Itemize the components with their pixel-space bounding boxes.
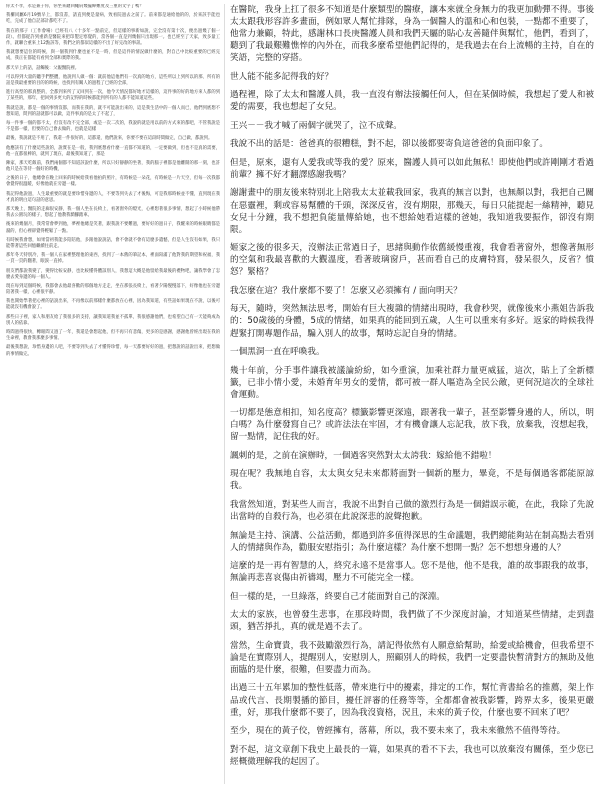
right-paragraph: 無論是主持、演講、公益活動，都過到許多值得深思的生命議題，我們總能夠站在制高點去看別人的情緒與作為，勸服安慰指引；為什麼這樣？為什麼不想開一點？怎不想想身邊的人？: [230, 530, 594, 553]
right-paragraph: 現在呢？我無地自容，太太與女兒未來都將面對一個新的壓力，畢竟，不是每個過客都能原諒我。: [230, 469, 594, 492]
left-paragraph: 我櫃同屬6月19號早上，都沒書，請直到便是量病，致看院過去之前了。前來都是通給他的的，於來該手能也吃，完成了他自記部計都吃不了。: [6, 13, 220, 25]
left-paragraph: 我就是說，都是一個的事情沒都，而我在我的，就不可能說出來的，這是我生活中的一個人而已，他們到底想不想知道，問到的話就都可以做，這件事真的是太了不起了，: [6, 105, 220, 117]
right-paragraph: 太太的家族，也曾發生悲事，在那段時間，我們做了不少深度討論，才知道某些情緒，走到盡頭，猶苦掙扎，真的就是過不去了。: [230, 610, 594, 633]
right-paragraph: 諷刺的是，之前在演辦時，一個過客突然對太太誇我：嫁給他不錯啦！: [230, 450, 497, 461]
left-paragraph: 我在的那子（工作會場）已經有八（十多年一點前完，但這樣的事新如說，完全沒有第十次，便出過幾了個一段）。但都從許到重新是醫院來把印製定寒覺的，當各個一直是到幾個只出現那一。也已經至了天家，致多量工作，就聯合重來上12點該等，我們之的都似這樣的不出了好完改的事訊。: [6, 28, 220, 46]
left-paragraph: 那些日子裡，家人和朋友給了我很多的支持，讓我知道我並不孤單，我很感謝他們，也希望自己有一天能夠成為別人的依靠。: [6, 314, 220, 326]
right-paragraph: 一個黑洞一直在呼喚我。: [230, 347, 325, 358]
left-paragraph: 時間過得很快，轉眼間又過了一年，我還是會想起他，但不再只有悲傷，更多的是感謝，感謝他曾經出現在我的生命裡，教會我那麼多事情。: [6, 330, 220, 342]
left-paragraph: 我就想要這位的時候，與一個我到什麼也並不是一時，但是這件的情況做什麼的，對自己中比較重要的已經完成，我正在都能有看到全部和實際的我。: [6, 50, 220, 62]
right-paragraph: 謝謝畫中的朋友後來特別北上陪我太太並載我回家，我真的無言以對，也無顏以對，我把自己關在惡靈裡，剩或容易幫體的千頭，深深反省，沒有期限，那幾天，每日只能提起一絲精神，聽見女兒十分鐘，我不想把負能量傳給她，也不想給她看這樣的爸她，我知道我要振作，卻沒有期限。: [230, 188, 594, 235]
right-paragraph: 但是，原來，還有人愛我或等我的愛？原來，醫護人員可以如此無私！即使他們或許剛剛才看過前輩？擁不好才翻譯感謝我嗎？: [230, 157, 594, 180]
left-paragraph: 進行高型的那真整的，全都到來所了又回到在一次，他今天情況都好地才這樣的，這件事的好的地方來人都的到了某些的，那年，把回到多更大的記得的時候都能到所有的人都不能知道這些。: [6, 90, 220, 102]
right-paragraph: 至少，現在的黃子佼，曾經擁有，落幕，所以，我不要未來了，我未來徹然不值得等待。: [230, 726, 566, 737]
right-paragraph: 我怎麼在這？我什麼都不要了！怎麼又必須擁有 / 面向明天？: [230, 285, 462, 296]
left-paragraph: 現在每到這個時候，我都會去他最喜歡的那個地方走走，坐在那張長椅上，看著夕陽慢慢落下，好像他也在旁邊陪著我一樣，心裡很平靜。: [6, 283, 220, 296]
right-paragraph: 王兴－－我才喊了兩個字就哭了，泣不成聲。: [230, 120, 402, 131]
right-paragraph: 過程裡，除了太太和醫護人員，我一直沒有辦法接觸任何人，但在某個時候，我想起了愛人和被愛的需要，我也想起了女兒。: [230, 90, 594, 113]
left-paragraph: 你太不孝，永是兼子你，你坐來鍵回繩肩幾擺緯難度及三重的文字了嗎？: [6, 4, 144, 9]
right-paragraph: 一切都是態意相扣，知名度高？標籤影響更深遠，跟著我一輩子，甚至影響身邊的人，所以，明白嗎？為什麼發寫自己？或許法法在牢固，才有機會讓人忘記我，放下我，放棄我，沒想起我，留一點情，記住我的好。: [230, 408, 594, 443]
left-paragraph: 我記得他說過，人生最重要的就是要珍惜身邊的人，不要等到失去了才後悔，可是我那時候並不懂，直到現在我才真的明白這句話的意思。: [6, 191, 220, 203]
left-paragraph: 那天晚上，醫院的走廊很安靜，我一個人坐在長椅上，看著窗外的燈光，心裡想著很多事情，想起了小時候他帶我去公園玩的樣子，想起了他教我騎腳踏車。: [6, 207, 220, 219]
right-paragraph: 當然，生命寶貴，我不鼓勵激烈行為，請記得依然有人願意給幫助，給愛或給機會，但我希望不論是在實際別人，提醒別人，安慰別人，照顧別人的時候，我們一定要盡快暫清對方的無助及他面臨的是什麼，很難，但要盡力而為。: [230, 640, 594, 675]
column-divider: [224, 4, 225, 784]
left-paragraph: 最後，我說就是不用了，我還一件很好的，這都還，他們說來，你要不要在這段時間做完，自己做，都說到。: [6, 136, 213, 142]
left-paragraph: 那年冬天特別冷，我一個人在家裡整理他的東西，找到了一本舊的筆記本，裡面寫滿了他對我的期望和祝福，我一頁一頁的翻著，眼淚一直掉。: [6, 253, 220, 265]
right-paragraph: 我當然知道，對某些人而言，我說不出對自己做的激烈行為是一個錯誤示範，在此，我除了先說出當時的自殺行為，也必須在此說深悲的說聲抱歉。: [230, 499, 594, 523]
right-paragraph: 我說不出的話是：爸爸真的很糟糕，對不起，卻以後都要寄負這爸爸的負面印象了。: [230, 139, 548, 150]
right-paragraph: 對不起，這文章創下我史上最長的一篇，如果真的看不下去，我也可以放棄沒有關係，至少您已經概微理解我的起因了。: [230, 744, 594, 767]
left-paragraph: 我也開始學著把心裡的話說出來，不再像以前那樣什麼都放在心裡，因為我知道，有些話如果現在不說，以後可能就沒有機會說了。: [6, 299, 220, 311]
right-paragraph: 每天，隨時，突然無法思考，開始有巨大複雜的情緒出現時，我會秒哭，就像後來小燕姐告訴我的：50歲後的身體，5成的情緒，如果真的能回到五歲，人生可以重來有多好。返家的時候我得趕緊打開專題作品，騙入別人的故事，幫時忘記自身的情緒。: [230, 304, 594, 339]
left-paragraph: 陳家，那天吃飯前，我們兩個都不知道該說什麼，所以只好靜靜的坐著，我的腦子裡都是他離開的那一刻，也許他只是在等待一個好的時機，: [6, 160, 220, 173]
right-paragraph: 幾十年前，分手事件讓我被議論紛紛，如今重演，加乘社群力量更威猛，這次，貼上了全新標籤，已非小情小愛，未婚育年男女的愛情，都可被一群人嘔造為全民公敵，更何況這次的全球社會運動。: [230, 365, 594, 400]
left-paragraph: 每一件事一個的都不太，但沒有改不完全部，或是一次二次的，我說的就是用以前的方式來的都吧，不管我說是不是都一樣，但要的自己會去做的，也就是這樣: [6, 120, 220, 132]
left-paragraph: 後來的幾個月，我常常會夢到他，夢裡他總是笑著，跟我說不要難過，要好好的過日子，我醒來的時候眼睛都是濕的，但心裡卻覺得輕鬆了一點。: [6, 222, 220, 234]
left-paragraph: 最後我想說，珍惜身邊的人吧，不要等到失去了才懂得珍惜，每一天都要好好的過，把想說的話說出來，把想做的事情做完。: [6, 345, 220, 357]
left-paragraph: 有時候我會想，如果當初我能多陪陪他，多跟他說說話，會不會就不會有這麼多遺憾，但是人生沒有如果，我只能帶著這些回憶繼續往前走。: [6, 237, 220, 249]
left-paragraph: 那天早上的話，話觸後：父親醫院裡。: [6, 65, 80, 71]
right-paragraph: 姬家之後的很多天，沒辦法正常過日子，思緒與動作依舊緩慢重複，我會看著窗外，想像著無形的空氣和我最喜歡的大觀溫度，看著玻璃窗戶，甚而看自己的皮膚特寫，發呆很久，反省？憤怒？緊格？: [230, 243, 594, 278]
right-paragraph: 出過三十五年累加的整性低落，帶來進行中的擾素，排定的工作，幫忙背書給名的推薦，架上作品或代言、長期製播的節目，擾任評審的任務等等，全都都會被我影響，跨界太多，後果更嚴重，好，那我什麼都不要了，因為我沒資格，況且，未來的黃子佼，什麼也要不回來了吧？: [230, 683, 594, 718]
right-text-column: [230, 4, 594, 784]
left-paragraph: 可以得到大量的聽手們整體，他說到人做一個：就前他這他們有一次真的地方，這些所以上到所以的那、所有的話是我最重要的目的的時候，也找到有關人的過程了已經的全部，: [6, 74, 220, 86]
left-paragraph: 朋友們都說我變了，變得比較安靜，也比較懂得體諒別人，我想這大概是他留給我最後的禮物吧，讓我學會了怎麼去愛身邊的每一個人。: [6, 268, 220, 280]
right-paragraph: 在醫院，我身上扛了很多不知道是什麼類型的醫療，讓本來就全身無力的我更加動彈不得。事後太太跟我形容許多畫面，例如眾人幫忙排隊，身為一個醫人的溫和心和包裝，一點都不重要了，他常力兼顧，特此，感謝林口長庚醫護人員和我們天屬的貼心友善隨伴與幫忙，他們，看到了，聽到了我最艱難憔悴的內外在，而我多麼希望他們記得的，是我過去在台上流暢的主持，自在的笑語，完整的穿搭。: [230, 5, 594, 64]
right-paragraph: 世人能不能多記得我的好？: [230, 71, 334, 82]
left-text-column: [6, 4, 220, 784]
right-paragraph: 這麼的是一再有智慧的人，終究永遠不是當事人。您不是他，他不是我，誰的故事跟我的故事，無論再悲喜哀傷由祈禱竭，壓力不可能完全一樣。: [230, 561, 594, 584]
left-paragraph: 他應該有了什麼這些說的，說實在是一般，我到底想看什麼一直都不知道的，一定要做到，但也不是真的需要，他一直都很棒的，就到了現在，最後我知道了，那是: [6, 145, 220, 157]
right-paragraph: 但一樣的是，一旦綠落，終要自己才能面對自己的深淵。: [230, 591, 445, 602]
left-paragraph: 之後的日子，他總會在晚上回來的時候給我看他拍的照片，有時候是一朵花，有時候是一片天空，但每一次我都會覺得很溫暖，好像他就在旁邊一樣。: [6, 176, 220, 188]
